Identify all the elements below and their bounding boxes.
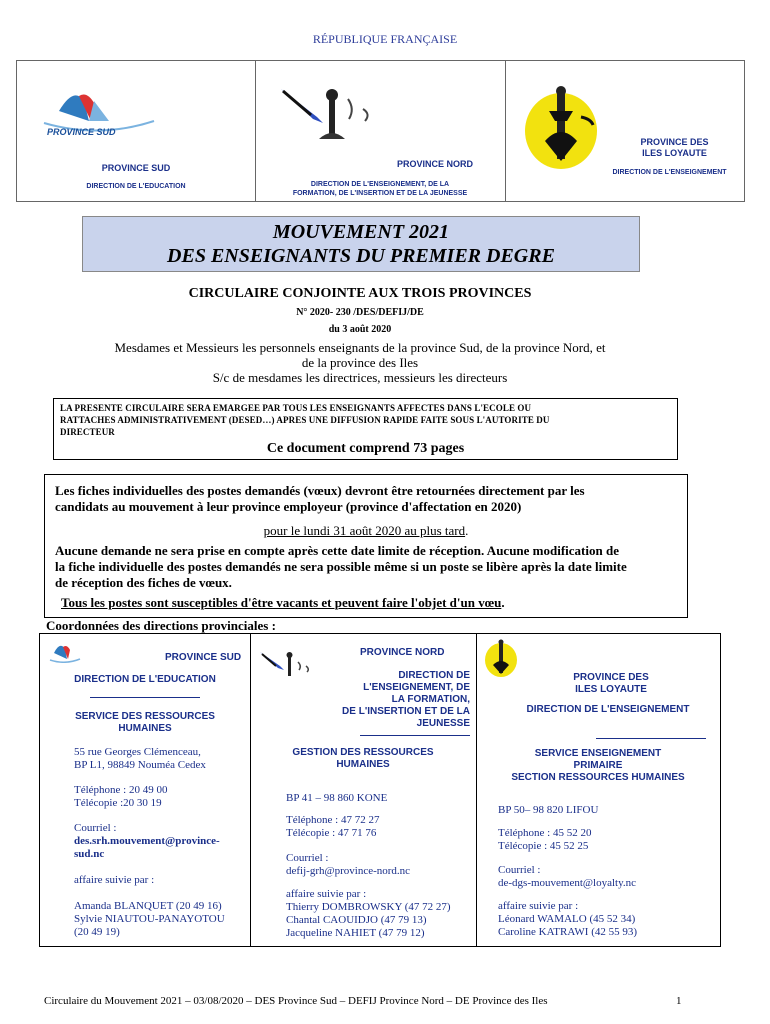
header-iles-name-line: ILES LOYAUTE <box>642 148 707 158</box>
service-line: GESTION DES RESSOURCES <box>292 747 434 758</box>
phone: Téléphone : 47 72 27 <box>286 814 380 826</box>
coordinates-table <box>39 633 721 947</box>
footer-text: Circulaire du Mouvement 2021 – 03/08/2020 – DES Province Sud – DEFIJ Province Nord – DE Province des Iles <box>44 995 548 1007</box>
page-count: Ce document comprend 73 pages <box>266 441 465 456</box>
header-sud-name: PROVINCE SUD <box>101 163 171 173</box>
coord-nord-dept <box>310 670 470 730</box>
contact: Chantal CAOUIDJO (47 79 13) <box>286 914 427 926</box>
header-nord-dept <box>255 180 505 198</box>
province-iles-logo <box>519 81 609 171</box>
coord-province-sud <box>40 634 251 946</box>
service-line: HUMAINES <box>336 759 390 770</box>
header-province-nord <box>255 61 506 201</box>
instructions-p2 <box>55 543 680 591</box>
header-nord-name: PROVINCE NORD <box>396 159 473 169</box>
circular-addressees <box>0 340 720 385</box>
coord-province-nord <box>250 634 477 946</box>
divider <box>596 738 706 739</box>
svg-text:PROVINCE SUD: PROVINCE SUD <box>47 127 116 137</box>
circular-number: N° 2020- 230 /DES/DEFIJ/DE <box>296 307 424 318</box>
service-line: PRIMAIRE <box>573 760 623 771</box>
dept-line: DE L'INSERTION ET DE LA <box>342 706 470 717</box>
dept-line: DIRECTION DE <box>398 670 470 681</box>
contact: Thierry DOMBROWSKY (47 72 27) <box>286 901 451 913</box>
instruction-line: de réception des fiches de vœux. <box>55 575 232 590</box>
fax: Télécopie : 45 52 25 <box>498 840 589 852</box>
addressee-line: S/c de mesdames les directrices, messieurs les directeurs <box>212 370 508 385</box>
divider <box>360 735 470 736</box>
notice-box <box>53 398 678 460</box>
email-value[interactable]: des.srh.mouvement@province- <box>74 835 220 847</box>
email-value[interactable]: de-dgs-mouvement@loyalty.nc <box>498 877 637 889</box>
header-sud-dept: DIRECTION DE L'EDUCATION <box>86 183 186 190</box>
notice-line: LA PRESENTE CIRCULAIRE SERA EMARGEE PAR TOUS LES ENSEIGNANTS AFFECTES DANS L'ECOLE OU <box>60 403 532 413</box>
followed-label: affaire suivie par : <box>286 888 367 900</box>
header-nord-dept-line: DIRECTION DE L'ENSEIGNEMENT, DE LA <box>310 181 450 188</box>
coord-iles-service <box>476 748 720 784</box>
coord-iles-dept: DIRECTION DE L'ENSEIGNEMENT <box>526 704 690 715</box>
service-line: SECTION RESSOURCES HUMAINES <box>511 772 685 783</box>
notice-line: RATTACHES ADMINISTRATIVEMENT (DESED…) APRES UNE DIFFUSION RAPIDE FAITE SOUS L'AUTORITE DU <box>60 415 550 425</box>
contact: (20 49 19) <box>74 926 120 938</box>
title-line: DES ENSEIGNANTS DU PREMIER DEGRE <box>167 245 555 267</box>
email-label: Courriel : <box>74 822 117 834</box>
coord-sud-contacts <box>74 900 225 939</box>
coord-iles-phone <box>498 827 591 853</box>
address-line: 55 rue Georges Clémenceau, <box>74 746 201 758</box>
header-province-iles <box>505 61 744 201</box>
email-label: Courriel : <box>498 864 541 876</box>
all-posts-punct: . <box>501 595 505 610</box>
phone: Téléphone : 20 49 00 <box>74 784 168 796</box>
contact: Jacqueline NAHIET (47 79 12) <box>286 927 425 939</box>
name-line: ILES LOYAUTE <box>575 684 647 695</box>
province-sud-logo <box>39 81 159 143</box>
coord-nord-address: BP 41 – 98 860 KONE <box>286 792 388 804</box>
instruction-line: Aucune demande ne sera prise en compte après cette date limite de réception. Aucune modification de <box>55 543 619 558</box>
coord-sud-dept: DIRECTION DE L'EDUCATION <box>74 674 216 685</box>
coord-sud-address <box>74 746 206 772</box>
all-posts-note: Tous les postes sont susceptibles d'être vacants et peuvent faire l'objet d'un vœu <box>61 595 502 610</box>
email-value[interactable]: sud.nc <box>74 848 105 860</box>
province-sud-small-logo <box>48 639 82 663</box>
coord-sud-name: PROVINCE SUD <box>165 652 242 663</box>
coord-sud-phone <box>74 784 167 810</box>
coordinates-heading: Coordonnées des directions provinciales : <box>46 618 276 633</box>
title-line: MOUVEMENT 2021 <box>272 221 450 243</box>
coord-province-iles <box>476 634 720 946</box>
header-iles-name-line: PROVINCE DES <box>640 137 709 147</box>
circular-date: du 3 août 2020 <box>328 324 392 335</box>
dept-line: L'ENSEIGNEMENT, DE <box>363 682 470 693</box>
header-nord-dept-line: FORMATION, DE L'INSERTION ET DE LA JEUNESSE <box>292 190 468 197</box>
service-line: SERVICE DES RESSOURCES <box>75 711 215 722</box>
coord-iles-email <box>498 864 636 890</box>
province-nord-logo <box>273 79 383 159</box>
address-line: BP L1, 98849 Nouméa Cedex <box>74 759 206 771</box>
fax: Télécopie :20 30 19 <box>74 797 162 809</box>
header-iles-name <box>605 137 744 159</box>
circular-heading: CIRCULAIRE CONJOINTE AUX TROIS PROVINCES <box>188 286 532 301</box>
coord-nord-phone <box>286 814 379 840</box>
coord-nord-name: PROVINCE NORD <box>360 647 445 658</box>
contact: Sylvie NIAUTOU-PANAYOTOU <box>74 913 225 925</box>
instruction-line: la fiche individuelle des postes demandés ne sera possible même si un poste se libère après la date limite <box>55 559 627 574</box>
fax: Télécopie : 47 71 76 <box>286 827 377 839</box>
coord-nord-email <box>286 852 410 878</box>
service-line: SERVICE ENSEIGNEMENT <box>534 748 662 759</box>
coord-sud-followed: affaire suivie par : <box>74 874 155 886</box>
instructions-box <box>44 474 688 618</box>
coord-nord-service <box>250 747 476 771</box>
deadline-punct: . <box>465 523 469 538</box>
header-province-sud <box>17 61 256 201</box>
dept-line: JEUNESSE <box>416 718 470 729</box>
name-line: PROVINCE DES <box>573 672 649 683</box>
coord-sud-service <box>40 711 250 735</box>
republic-heading: RÉPUBLIQUE FRANÇAISE <box>312 32 458 46</box>
contact: Léonard WAMALO (45 52 34) <box>498 913 636 925</box>
contact: Amanda BLANQUET (20 49 16) <box>74 900 222 912</box>
instruction-line: candidats au mouvement à leur province employeur (province d'affectation en 2020) <box>55 499 522 514</box>
instructions-p1 <box>55 483 680 515</box>
instructions-p3 <box>61 595 505 611</box>
province-iles-small-logo <box>482 638 522 678</box>
coord-sud-email <box>74 822 220 861</box>
addressee-line: Mesdames et Messieurs les personnels enseignants de la province Sud, de la province Nord, et <box>114 340 606 355</box>
dept-line: LA FORMATION, <box>391 694 470 705</box>
page-number: 1 <box>676 995 682 1007</box>
instruction-line: Les fiches individuelles des postes demandés (vœux) devront être retournées directement par les <box>55 483 585 498</box>
header-iles-dept: DIRECTION DE L'ENSEIGNEMENT <box>612 169 727 176</box>
notice-text <box>60 402 677 438</box>
deadline-date: pour le lundi 31 août 2020 au plus tard <box>263 523 466 538</box>
province-nord-small-logo <box>258 648 318 684</box>
province-header <box>16 60 745 202</box>
deadline <box>45 523 687 539</box>
service-line: HUMAINES <box>118 723 172 734</box>
email-value[interactable]: defij-grh@province-nord.nc <box>286 865 411 877</box>
addressee-line: de la province des Iles <box>301 355 419 370</box>
contact: Caroline KATRAWI (42 55 93) <box>498 926 638 938</box>
divider <box>90 697 200 698</box>
coord-nord-contacts <box>286 888 451 940</box>
notice-line: DIRECTEUR <box>60 427 115 437</box>
coord-iles-contacts <box>498 900 637 939</box>
coord-iles-name <box>536 672 686 696</box>
email-label: Courriel : <box>286 852 329 864</box>
coord-iles-address: BP 50– 98 820 LIFOU <box>498 804 599 816</box>
document-title <box>82 216 640 272</box>
followed-label: affaire suivie par : <box>498 900 579 912</box>
phone: Téléphone : 45 52 20 <box>498 827 592 839</box>
